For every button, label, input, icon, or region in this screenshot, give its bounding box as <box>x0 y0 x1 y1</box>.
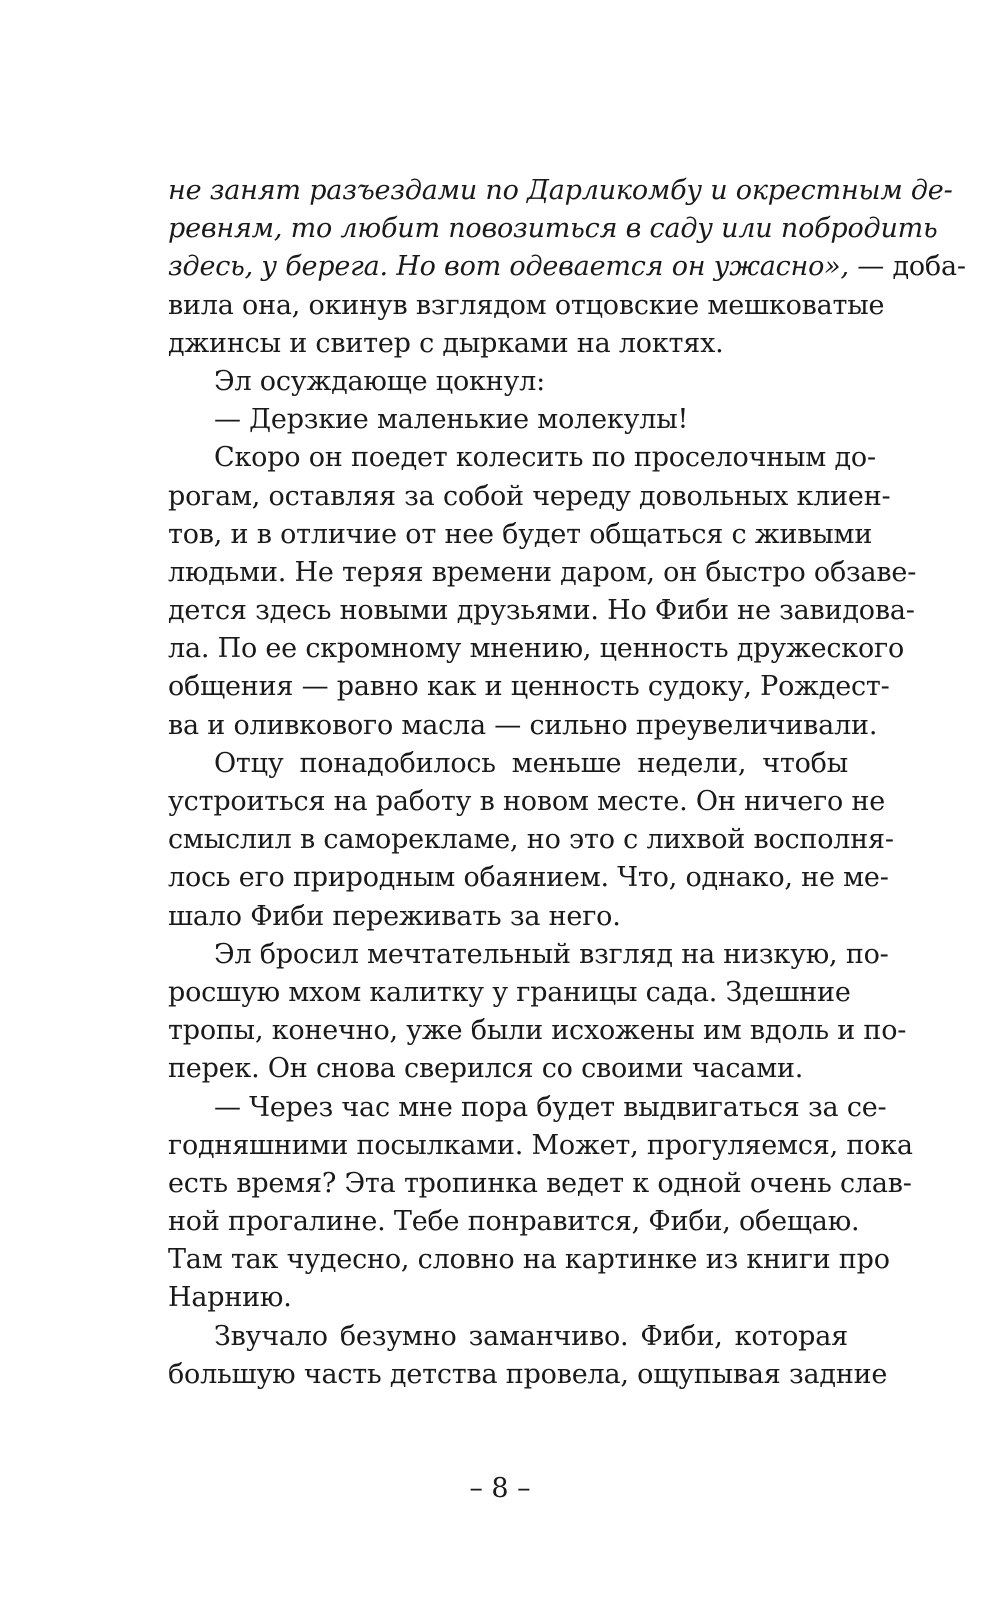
text-line: не занят разъездами по Дарликомбу и окрестным де- <box>168 175 953 206</box>
text-line: тропы, конечно, уже были исхожены им вдоль и по- <box>168 1015 907 1047</box>
text-line: большую часть детства провела, ощупывая задние <box>168 1358 888 1390</box>
text-line: ла. По ее скромному мнению, ценность дружеского <box>168 633 905 665</box>
text-line: ва и оливкового масла — сильно преувеличивали. <box>168 709 878 741</box>
text-line: Эл бросил мечтательный взгляд на низкую, по- <box>214 938 889 970</box>
text-line: Скоро он поедет колесить по проселочным до- <box>214 442 876 474</box>
body-text <box>168 172 966 1394</box>
text-line: Эл осуждающе цокнул: <box>214 365 546 397</box>
text-line: ревням, то любит повозиться в саду или побродить <box>168 213 938 245</box>
text-line <box>168 248 966 286</box>
text-line: есть время? Эта тропинка ведет к одной очень слав- <box>168 1167 912 1199</box>
text-line: тов, и в отличие от нее будет общаться с живыми <box>168 518 873 550</box>
text-line: Звучало безумно заманчиво. Фиби, которая <box>214 1320 848 1352</box>
text-line: устроиться на работу в новом месте. Он ничего не <box>168 786 885 817</box>
text-line: росшую мхом калитку у границы сада. Здешние <box>168 976 851 1008</box>
text-line: шало Фиби переживать за него. <box>168 900 621 932</box>
text-fragment: — доба- <box>848 251 966 283</box>
text-line: смыслил в саморекламе, но это с лихвой восполня- <box>168 824 894 856</box>
text-line: Там так чудесно, словно на картинке из книги про <box>168 1244 890 1276</box>
text-line: джинсы и свитер с дырками на локтях. <box>168 327 724 359</box>
text-line: лось его природным обаянием. Что, однако, не ме- <box>168 862 889 894</box>
text-line: Нарнию. <box>168 1282 292 1314</box>
quote-fragment: здесь, у берега. Но вот одевается он ужасно», <box>168 251 849 283</box>
text-line: вила она, окинув взглядом отцовские мешковатые <box>168 289 885 321</box>
text-line: дется здесь новыми друзьями. Но Фиби не завидова- <box>168 595 915 627</box>
text-line: годняшними посылками. Может, прогуляемся, пока <box>168 1129 913 1161</box>
page-number: – 8 – <box>469 1473 531 1504</box>
dialogue-line: — Через час мне пора будет выдвигаться за се- <box>214 1091 887 1123</box>
dialogue-line: — Дерзкие маленькие молекулы! <box>214 404 689 436</box>
text-line: Отцу понадобилось меньше недели, чтобы <box>214 747 848 779</box>
text-line: людьми. Не теряя времени даром, он быстро обзаве- <box>168 556 917 588</box>
text-line: ной прогалине. Тебе понравится, Фиби, обещаю. <box>168 1206 860 1238</box>
text-line: общения — равно как и ценность судоку, Рождест- <box>168 671 890 703</box>
text-line: перек. Он снова сверился со своими часами. <box>168 1053 804 1085</box>
text-line: рогам, оставляя за собой череду довольных клиен- <box>168 480 891 512</box>
